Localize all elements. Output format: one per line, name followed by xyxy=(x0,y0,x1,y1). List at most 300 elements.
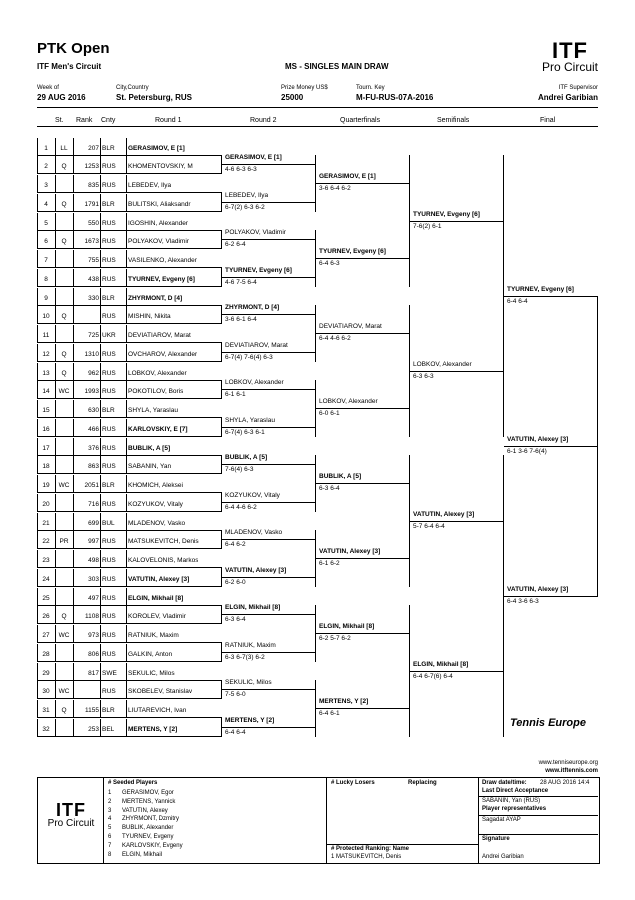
round2-score: 4-6 6-3 6-3 xyxy=(225,166,257,173)
player-name: KHOMICH, Aleksei xyxy=(128,482,183,489)
bracket-line xyxy=(222,427,316,428)
bracket-line xyxy=(222,689,316,690)
player-country: BLR xyxy=(102,201,115,208)
player-rank: 498 xyxy=(88,557,99,564)
bracket-line xyxy=(126,194,127,211)
player-number: 2 xyxy=(44,163,48,170)
round2-winner-name: MLADENOV, Vasko xyxy=(225,529,283,536)
player-name: GERASIMOV, E [1] xyxy=(128,145,185,152)
bracket-line xyxy=(126,700,127,717)
player-status: Q xyxy=(61,707,67,714)
col-semifinals: Semifinals xyxy=(437,117,470,124)
player-name: SEKULIC, Milos xyxy=(128,670,175,677)
round2-score: 6-1 6-1 xyxy=(225,391,246,398)
bracket-line xyxy=(126,381,127,398)
player-name: ZHYRMONT, D [4] xyxy=(128,295,183,302)
quarterfinals-winner-name: ELGIN, Mikhail [8] xyxy=(319,623,375,630)
lda-value: SABANIN, Yan (RUS) xyxy=(482,798,541,804)
player-name: MATSUKEVITCH, Denis xyxy=(128,538,199,545)
round2-score: 7-5 6-0 xyxy=(225,691,246,698)
bracket-line xyxy=(126,681,127,698)
round2-winner-name: LEBEDEV, Ilya xyxy=(225,192,269,199)
replacing-header: Replacing xyxy=(408,780,437,786)
player-name: POKOTILOV, Boris xyxy=(128,388,184,395)
bracket-line xyxy=(100,419,101,436)
player-rank: 207 xyxy=(88,145,99,152)
player-country: RUS xyxy=(102,182,116,189)
bracket-line xyxy=(37,267,222,268)
bracket-line xyxy=(55,494,56,511)
bracket-line xyxy=(55,456,56,473)
semifinals-winner-name: VATUTIN, Alexey [3] xyxy=(413,511,475,518)
bracket-line xyxy=(37,380,222,381)
player-rank: 962 xyxy=(88,370,99,377)
player-number: 30 xyxy=(42,688,50,695)
tennis-europe-logo: Tennis Europe xyxy=(510,717,586,729)
bracket-line xyxy=(37,586,222,587)
seed-number: 4 xyxy=(108,816,112,823)
bracket-line xyxy=(37,230,222,231)
player-country: RUS xyxy=(102,595,116,602)
player-name: POLYAKOV, Vladimir xyxy=(128,238,189,245)
quarterfinals-winner-name: GERASIMOV, E [1] xyxy=(319,173,376,180)
bracket-line xyxy=(100,663,101,680)
bracket-line xyxy=(100,550,101,567)
seed-player-name: GERASIMOV, Egor xyxy=(122,790,174,796)
bracket-line xyxy=(126,250,127,267)
bracket-line xyxy=(504,296,598,297)
player-rank: 253 xyxy=(88,726,99,733)
player-number: 16 xyxy=(42,426,50,433)
itf-logo-text: ITF xyxy=(552,38,588,63)
bracket-line xyxy=(100,231,101,248)
semifinals-score: 7-6(2) 6-1 xyxy=(413,223,442,230)
city-value: St. Petersburg, RUS xyxy=(116,93,193,102)
round2-winner-name: SEKULIC, Milos xyxy=(225,679,272,686)
player-rank: 1108 xyxy=(85,613,99,620)
bracket-line xyxy=(222,464,316,465)
player-number: 1 xyxy=(44,145,48,152)
player-number: 28 xyxy=(42,651,50,658)
player-name: VASILENKO, Alexander xyxy=(128,257,197,264)
player-status: WC xyxy=(58,632,70,639)
player-rank: 716 xyxy=(88,501,99,508)
quarterfinals-score: 6-2 5-7 6-2 xyxy=(319,635,351,642)
bracket-line xyxy=(100,494,101,511)
player-number: 19 xyxy=(42,482,50,489)
bracket-line xyxy=(126,213,127,230)
bracket-line xyxy=(100,719,101,736)
bracket-line xyxy=(73,306,74,323)
player-name: KOROLEV, Vladimir xyxy=(128,613,186,620)
final-winner-name: TYURNEV, Evgeny [6] xyxy=(507,286,574,293)
round2-winner-name: VATUTIN, Alexey [3] xyxy=(225,567,287,574)
bracket-line xyxy=(37,417,222,418)
final-score: 6-4 6-4 xyxy=(507,298,528,305)
bracket-line xyxy=(37,342,222,343)
bracket-line xyxy=(126,606,127,623)
player-rank: 497 xyxy=(88,595,99,602)
champion-name: VATUTIN, Alexey [3] xyxy=(507,436,569,443)
bracket-line xyxy=(316,333,410,334)
circuit-subtitle: ITF Men's Circuit xyxy=(37,62,102,71)
bracket-line xyxy=(222,539,316,540)
bracket-line xyxy=(316,633,410,634)
quarterfinals-score: 6-4 4-6 6-2 xyxy=(319,335,351,342)
player-rank: 1310 xyxy=(84,351,99,358)
quarterfinals-winner-name: DEVIATIAROV, Marat xyxy=(319,323,382,330)
player-country: RUS xyxy=(102,351,116,358)
bracket-line xyxy=(126,456,127,473)
bracket-line xyxy=(100,288,101,305)
footer-itf-text: ITF xyxy=(56,800,86,820)
player-rank: 1791 xyxy=(84,201,99,208)
itftennis-url: www.itftennis.com xyxy=(545,768,598,774)
bracket-line xyxy=(222,202,316,203)
round2-winner-name: MERTENS, Y [2] xyxy=(225,717,275,724)
round2-winner-name: TYURNEV, Evgeny [6] xyxy=(225,267,292,274)
prize-label: Prize Money US$ xyxy=(281,85,328,91)
bracket-line xyxy=(126,156,127,173)
bracket-line xyxy=(100,588,101,605)
player-status: Q xyxy=(61,370,67,377)
bracket-line xyxy=(410,221,504,222)
bracket-line xyxy=(316,558,410,559)
bracket-line xyxy=(126,269,127,286)
bracket-line xyxy=(126,419,127,436)
player-status: LL xyxy=(60,145,68,152)
bracket-line xyxy=(55,569,56,586)
lda-label: Last Direct Acceptance xyxy=(482,788,549,794)
player-country: RUS xyxy=(102,370,116,377)
bracket-line xyxy=(222,577,316,578)
round2-winner-name: DEVIATIAROV, Marat xyxy=(225,342,288,349)
player-number: 9 xyxy=(44,295,48,302)
bracket-line xyxy=(126,719,127,736)
bracket-line xyxy=(100,456,101,473)
player-country: RUS xyxy=(102,463,116,470)
semifinals-winner-name: LOBKOV, Alexander xyxy=(413,361,472,368)
player-name: ELGIN, Mikhail [8] xyxy=(128,595,184,602)
player-rank: 330 xyxy=(88,295,99,302)
player-rank: 2051 xyxy=(84,482,99,489)
bracket-line xyxy=(126,475,127,492)
player-country: RUS xyxy=(102,576,116,583)
round2-score: 6-2 6-0 xyxy=(225,579,246,586)
footer-pro-circuit-text: Pro Circuit xyxy=(47,818,95,829)
semifinals-winner-name: ELGIN, Mikhail [8] xyxy=(413,661,469,668)
player-rank: 466 xyxy=(88,426,99,433)
bracket-line xyxy=(316,483,410,484)
player-number: 6 xyxy=(44,238,48,245)
player-name: MERTENS, Y [2] xyxy=(128,726,178,733)
bracket-line xyxy=(37,736,222,737)
quarterfinals-score: 3-6 6-4 6-2 xyxy=(319,185,351,192)
player-rank: 1155 xyxy=(85,707,99,714)
bracket-line xyxy=(100,625,101,642)
player-name: KALOVELONIS, Markos xyxy=(128,557,199,564)
round2-score: 4-6 7-5 6-4 xyxy=(225,279,257,286)
bracket-line xyxy=(126,363,127,380)
bracket-line xyxy=(55,325,56,342)
player-country: RUS xyxy=(102,445,116,452)
player-name: LIUTAREVICH, Ivan xyxy=(128,707,187,714)
bracket-line xyxy=(222,389,316,390)
lucky-losers-header: # Lucky Losers xyxy=(331,780,375,786)
bracket-line xyxy=(100,156,101,173)
player-status: Q xyxy=(61,313,67,320)
bracket-line xyxy=(126,569,127,586)
bracket-line xyxy=(316,408,410,409)
player-name: BULITSKI, Aliaksandr xyxy=(128,201,191,208)
bracket-line xyxy=(37,211,222,212)
player-name: MLADENOV, Vasko xyxy=(128,520,186,527)
round2-winner-name: BUBLIK, A [5] xyxy=(225,454,268,461)
key-label: Tourn. Key xyxy=(356,85,385,91)
player-rank: 630 xyxy=(88,407,99,414)
seed-player-name: KARLOVSKIY, Evgeny xyxy=(122,842,183,849)
player-number: 26 xyxy=(42,613,50,620)
bracket-line xyxy=(100,138,101,155)
bracket-line xyxy=(100,700,101,717)
seed-player-name: TYURNEV, Evgeny xyxy=(122,834,174,840)
col-final: Final xyxy=(540,117,556,124)
bracket-line xyxy=(222,239,316,240)
player-country: UKR xyxy=(102,332,116,339)
quarterfinals-winner-name: VATUTIN, Alexey [3] xyxy=(319,548,381,555)
quarterfinals-score: 6-0 6-1 xyxy=(319,410,340,417)
bracket-line xyxy=(222,502,316,503)
round2-score: 3-6 6-1 6-4 xyxy=(225,316,257,323)
player-country: BEL xyxy=(102,726,115,733)
tenniseurope-url: www.tenniseurope.org xyxy=(538,760,598,766)
player-name: SKOBELEV, Stanislav xyxy=(128,688,193,695)
bracket-line xyxy=(37,530,222,531)
round2-score: 7-6(4) 6-3 xyxy=(225,466,254,473)
bracket-line xyxy=(126,175,127,192)
bracket-line xyxy=(100,681,101,698)
bracket-line xyxy=(55,438,56,455)
player-country: RUS xyxy=(102,538,116,545)
seed-number: 7 xyxy=(108,842,112,849)
player-status: Q xyxy=(61,238,67,245)
player-status: PR xyxy=(59,538,69,545)
bracket-line xyxy=(126,400,127,417)
quarterfinals-winner-name: BUBLIK, A [5] xyxy=(319,473,362,480)
bracket-line xyxy=(37,548,222,549)
player-rank: 1673 xyxy=(84,238,99,245)
bracket-line xyxy=(37,567,222,568)
bracket-line xyxy=(100,325,101,342)
bracket-line xyxy=(126,325,127,342)
round2-winner-name: ELGIN, Mikhail [8] xyxy=(225,604,281,611)
round2-winner-name: ZHYRMONT, D [4] xyxy=(225,304,280,311)
bracket-line xyxy=(37,173,222,174)
player-country: BLR xyxy=(102,707,115,714)
bracket-line xyxy=(100,569,101,586)
bracket-line xyxy=(37,623,222,624)
seed-number: 8 xyxy=(108,851,112,858)
player-rank: 1253 xyxy=(84,163,99,170)
player-rank: 699 xyxy=(88,520,99,527)
quarterfinals-score: 6-3 6-4 xyxy=(319,485,340,492)
semifinals-score: 5-7 6-4 6-4 xyxy=(413,523,445,530)
player-country: RUS xyxy=(102,276,116,283)
col-country: Cnty xyxy=(101,117,116,124)
quarterfinals-score: 6-1 6-2 xyxy=(319,560,340,567)
bracket-line xyxy=(410,671,504,672)
semifinals-score: 6-3 6-3 xyxy=(413,373,434,380)
player-name: KARLOVSKIY, E [7] xyxy=(128,426,188,433)
bracket-line xyxy=(316,258,410,259)
player-number: 23 xyxy=(42,557,50,564)
bracket-line xyxy=(55,663,56,680)
bracket-line xyxy=(100,175,101,192)
player-country: RUS xyxy=(102,557,116,564)
player-status: Q xyxy=(61,163,67,170)
player-number: 15 xyxy=(42,407,50,414)
player-country: BLR xyxy=(102,407,115,414)
player-number: 14 xyxy=(42,388,50,395)
player-rank: 376 xyxy=(88,445,99,452)
player-number: 5 xyxy=(44,220,48,227)
bracket-line xyxy=(222,164,316,165)
round2-score: 6-3 6-7(3) 6-2 xyxy=(225,654,265,661)
bracket-line xyxy=(100,644,101,661)
itf-logo xyxy=(535,38,605,74)
player-country: RUS xyxy=(102,501,116,508)
bracket-line xyxy=(222,652,316,653)
city-label: City,Country xyxy=(116,85,149,91)
player-status: WC xyxy=(58,482,70,489)
player-country: RUS xyxy=(102,220,116,227)
bracket-line xyxy=(100,250,101,267)
player-number: 31 xyxy=(42,707,50,714)
bracket-line xyxy=(316,708,410,709)
player-rank: 835 xyxy=(88,182,99,189)
bracket-line xyxy=(37,605,222,606)
draw-date-label: Draw date/time: xyxy=(482,780,527,786)
pr-value: Sagadat AYAP xyxy=(482,817,521,823)
round2-winner-name: LOBKOV, Alexander xyxy=(225,379,284,386)
round2-score: 6-4 4-6 6-2 xyxy=(225,504,257,511)
player-country: RUS xyxy=(102,688,116,695)
player-rank: 863 xyxy=(88,463,99,470)
protected-header: # Protected Ranking: Name xyxy=(331,846,410,852)
round2-winner-name: SHYLA, Yaraslau xyxy=(225,417,275,424)
bracket-line xyxy=(222,277,316,278)
draw-type: MS - SINGLES MAIN DRAW xyxy=(285,62,389,71)
player-country: RUS xyxy=(102,388,116,395)
player-rank: 1993 xyxy=(84,388,99,395)
player-number: 13 xyxy=(42,370,50,377)
round2-score: 6-7(2) 6-3 6-2 xyxy=(225,204,265,211)
footer-itf-logo xyxy=(42,800,100,829)
player-number: 22 xyxy=(42,538,50,545)
bracket-line xyxy=(100,606,101,623)
bracket-line xyxy=(222,727,316,728)
player-name: TYURNEV, Evgeny [6] xyxy=(128,276,195,283)
bracket-line xyxy=(126,138,127,155)
bracket-line xyxy=(37,248,222,249)
player-country: BUL xyxy=(102,520,115,527)
col-seed-status: St. xyxy=(55,117,64,124)
player-number: 10 xyxy=(42,313,50,320)
quarterfinals-winner-name: MERTENS, Y [2] xyxy=(319,698,369,705)
bracket-line xyxy=(222,314,316,315)
bracket-line xyxy=(126,550,127,567)
bracket-line xyxy=(100,531,101,548)
seed-player-name: VATUTIN, Alexey xyxy=(122,807,168,814)
bracket-line xyxy=(222,352,316,353)
bracket-line xyxy=(100,344,101,361)
player-status: WC xyxy=(58,388,70,395)
player-country: RUS xyxy=(102,238,116,245)
week-value: 29 AUG 2016 xyxy=(37,93,86,102)
player-country: RUS xyxy=(102,632,116,639)
supervisor-label: ITF Supervisor xyxy=(558,85,598,91)
player-name: KOZYUKOV, Vitaly xyxy=(128,501,183,508)
bracket-line xyxy=(126,494,127,511)
bracket-line xyxy=(37,323,222,324)
player-rank: 817 xyxy=(88,670,99,677)
bracket-line xyxy=(73,681,74,698)
bracket-line xyxy=(37,511,222,512)
player-status: Q xyxy=(61,351,67,358)
player-country: RUS xyxy=(102,257,116,264)
player-number: 18 xyxy=(42,463,50,470)
bracket-line xyxy=(126,588,127,605)
round2-score: 6-4 6-2 xyxy=(225,541,246,548)
round2-score: 6-7(4) 6-3 6-1 xyxy=(225,429,265,436)
bracket-line xyxy=(100,400,101,417)
semifinals-winner-name: TYURNEV, Evgeny [6] xyxy=(413,211,480,218)
player-rank: 725 xyxy=(88,332,99,339)
player-number: 11 xyxy=(42,332,50,339)
bracket-line xyxy=(55,588,56,605)
bracket-line xyxy=(410,371,504,372)
bracket-line xyxy=(100,513,101,530)
round2-winner-name: RATNIUK, Maxim xyxy=(225,642,276,649)
round2-winner-name: GERASIMOV, E [1] xyxy=(225,154,282,161)
player-rank: 997 xyxy=(88,538,99,545)
quarterfinals-score: 6-4 6-1 xyxy=(319,710,340,717)
bracket-line xyxy=(37,473,222,474)
bracket-line xyxy=(37,192,222,193)
seed-player-name: BUBLIK, Alexander xyxy=(122,825,174,832)
bracket-line xyxy=(504,446,598,447)
player-number: 4 xyxy=(44,201,48,208)
bracket-line xyxy=(126,513,127,530)
player-number: 20 xyxy=(42,501,50,508)
bracket-line xyxy=(126,306,127,323)
player-status: WC xyxy=(58,688,70,695)
tournament-title: PTK Open xyxy=(37,40,110,57)
bracket-line xyxy=(126,288,127,305)
bracket-line xyxy=(55,269,56,286)
player-rank: 973 xyxy=(88,632,99,639)
player-name: OVCHAROV, Alexander xyxy=(128,351,198,358)
player-name: LEBEDEV, Ilya xyxy=(128,182,172,189)
bracket-line xyxy=(316,183,410,184)
player-country: RUS xyxy=(102,613,116,620)
final-score: 6-4 3-6 6-3 xyxy=(507,598,539,605)
prize-value: 25000 xyxy=(281,93,304,102)
bracket-line xyxy=(37,361,222,362)
bracket-line xyxy=(55,213,56,230)
round2-score: 6-7(4) 7-6(4) 6-3 xyxy=(225,354,273,361)
final-winner-name: VATUTIN, Alexey [3] xyxy=(507,586,569,593)
